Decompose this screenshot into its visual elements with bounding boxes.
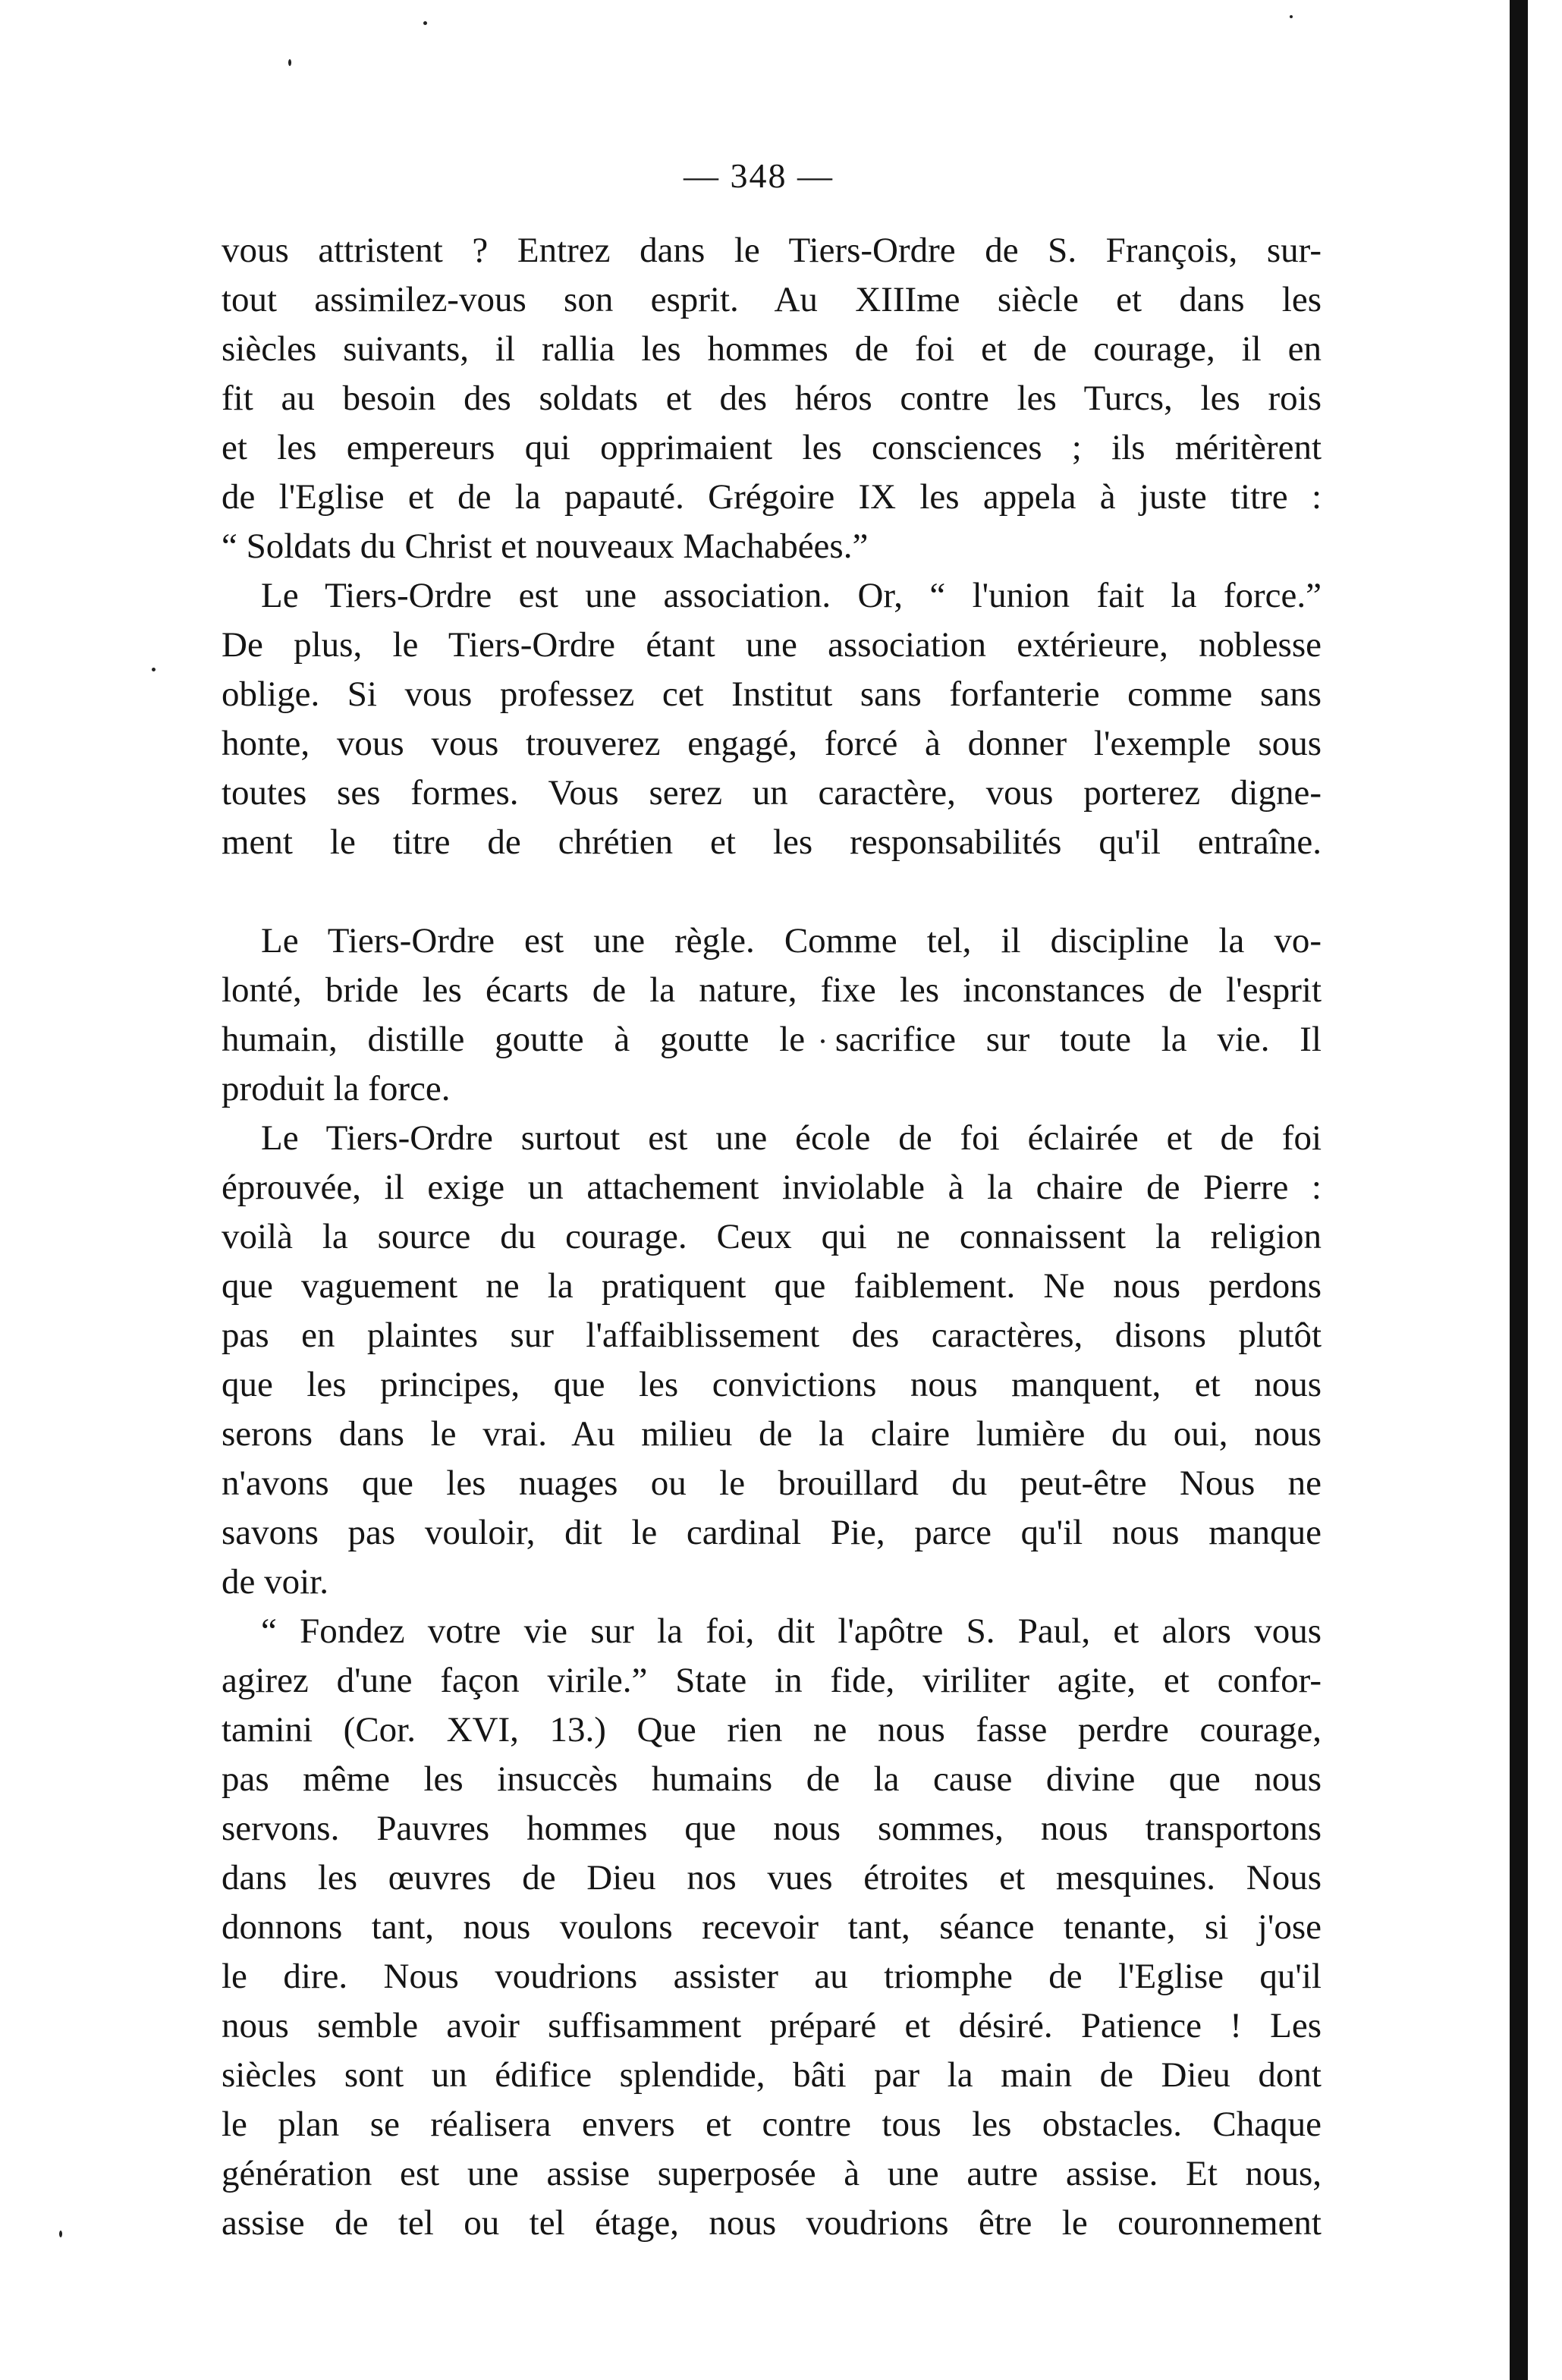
text-line: n'avons que les nuages ou le brouillard du peut-être Nous ne — [222, 1464, 1322, 1503]
text-line: oblige. Si vous professez cet Institut sans forfanterie comme sans — [222, 674, 1322, 714]
text-line: Le Tiers-Ordre est une association. Or, “ l'union fait la force.” — [261, 576, 1322, 615]
scan-speck — [152, 668, 156, 671]
text-line: siècles sont un édifice splendide, bâti par la main de Dieu dont — [222, 2055, 1322, 2095]
text-line: agirez d'une façon virile.” State in fide, viriliter agite, et confor- — [222, 1661, 1322, 1700]
text-line: honte, vous vous trouverez engagé, forcé à donner l'exemple sous — [222, 724, 1322, 763]
text-line: Le Tiers-Ordre est une règle. Comme tel, il discipline la vo- — [261, 921, 1322, 960]
text-line: lonté, bride les écarts de la nature, fixe les inconstances de l'esprit — [222, 970, 1322, 1010]
text-line: le plan se réalisera envers et contre tous les obstacles. Chaque — [222, 2105, 1322, 2144]
text-line: ment le titre de chrétien et les responsabilités qu'il entraîne. — [222, 822, 1322, 862]
text-line: servons. Pauvres hommes que nous sommes, nous transportons — [222, 1809, 1322, 1848]
body-text — [222, 226, 1322, 2248]
text-line: savons pas vouloir, dit le cardinal Pie, parce qu'il nous manque — [222, 1513, 1322, 1552]
text-line: génération est une assise superposée à une autre assise. Et nous, — [222, 2154, 1322, 2193]
text-line: de voir. — [222, 1562, 328, 1602]
text-line: serons dans le vrai. Au milieu de la claire lumière du oui, nous — [222, 1414, 1322, 1454]
text-line: nous semble avoir suffisamment préparé et désiré. Patience ! Les — [222, 2006, 1322, 2045]
text-line: humain, distille goutte à goutte le sacrifice sur toute la vie. Il — [222, 1020, 1322, 1059]
scan-edge-bar — [1510, 0, 1528, 2380]
text-line: produit la force. — [222, 1069, 451, 1108]
scan-speck — [423, 21, 427, 25]
text-line: donnons tant, nous voulons recevoir tant, séance tenante, si j'ose — [222, 1907, 1322, 1947]
scan-speck — [288, 59, 291, 66]
text-line: vous attristent ? Entrez dans le Tiers-Ordre de S. François, sur- — [222, 231, 1322, 270]
text-line: que vaguement ne la pratiquent que faiblement. Ne nous perdons — [222, 1266, 1322, 1306]
text-line: que les principes, que les convictions nous manquent, et nous — [222, 1365, 1322, 1404]
text-line: voilà la source du courage. Ceux qui ne connaissent la religion — [222, 1217, 1322, 1256]
text-line: pas en plaintes sur l'affaiblissement des caractères, disons plutôt — [222, 1316, 1322, 1355]
text-line: et les empereurs qui opprimaient les consciences ; ils méritèrent — [222, 428, 1322, 467]
text-line: Le Tiers-Ordre surtout est une école de foi éclairée et de foi — [261, 1118, 1322, 1158]
text-line: pas même les insuccès humains de la cause divine que nous — [222, 1759, 1322, 1799]
scan-speck — [59, 2231, 62, 2237]
text-line: assise de tel ou tel étage, nous voudrions être le couronnement — [222, 2203, 1322, 2243]
scan-speck — [1290, 15, 1293, 18]
text-line: toutes ses formes. Vous serez un caractère, vous porterez digne- — [222, 773, 1322, 813]
text-line: “ Soldats du Christ et nouveaux Machabées.” — [222, 527, 869, 566]
text-line: De plus, le Tiers-Ordre étant une association extérieure, noblesse — [222, 625, 1322, 665]
text-line: siècles suivants, il rallia les hommes de foi et de courage, il en — [222, 329, 1322, 369]
page-number: — 348 — — [684, 156, 834, 195]
text-line: “ Fondez votre vie sur la foi, dit l'apôtre S. Paul, et alors vous — [261, 1611, 1322, 1651]
text-line: éprouvée, il exige un attachement inviolable à la chaire de Pierre : — [222, 1168, 1322, 1207]
text-line: de l'Eglise et de la papauté. Grégoire IX les appela à juste titre : — [222, 477, 1322, 517]
text-line — [222, 867, 1322, 916]
text-line: tamini (Cor. XVI, 13.) Que rien ne nous fasse perdre courage, — [222, 1710, 1322, 1750]
text-line: tout assimilez-vous son esprit. Au XIIIme siècle et dans les — [222, 280, 1322, 319]
text-line: fit au besoin des soldats et des héros contre les Turcs, les rois — [222, 379, 1322, 418]
text-line: le dire. Nous voudrions assister au triomphe de l'Eglise qu'il — [222, 1957, 1322, 1996]
text-line: dans les œuvres de Dieu nos vues étroites et mesquines. Nous — [222, 1858, 1322, 1897]
